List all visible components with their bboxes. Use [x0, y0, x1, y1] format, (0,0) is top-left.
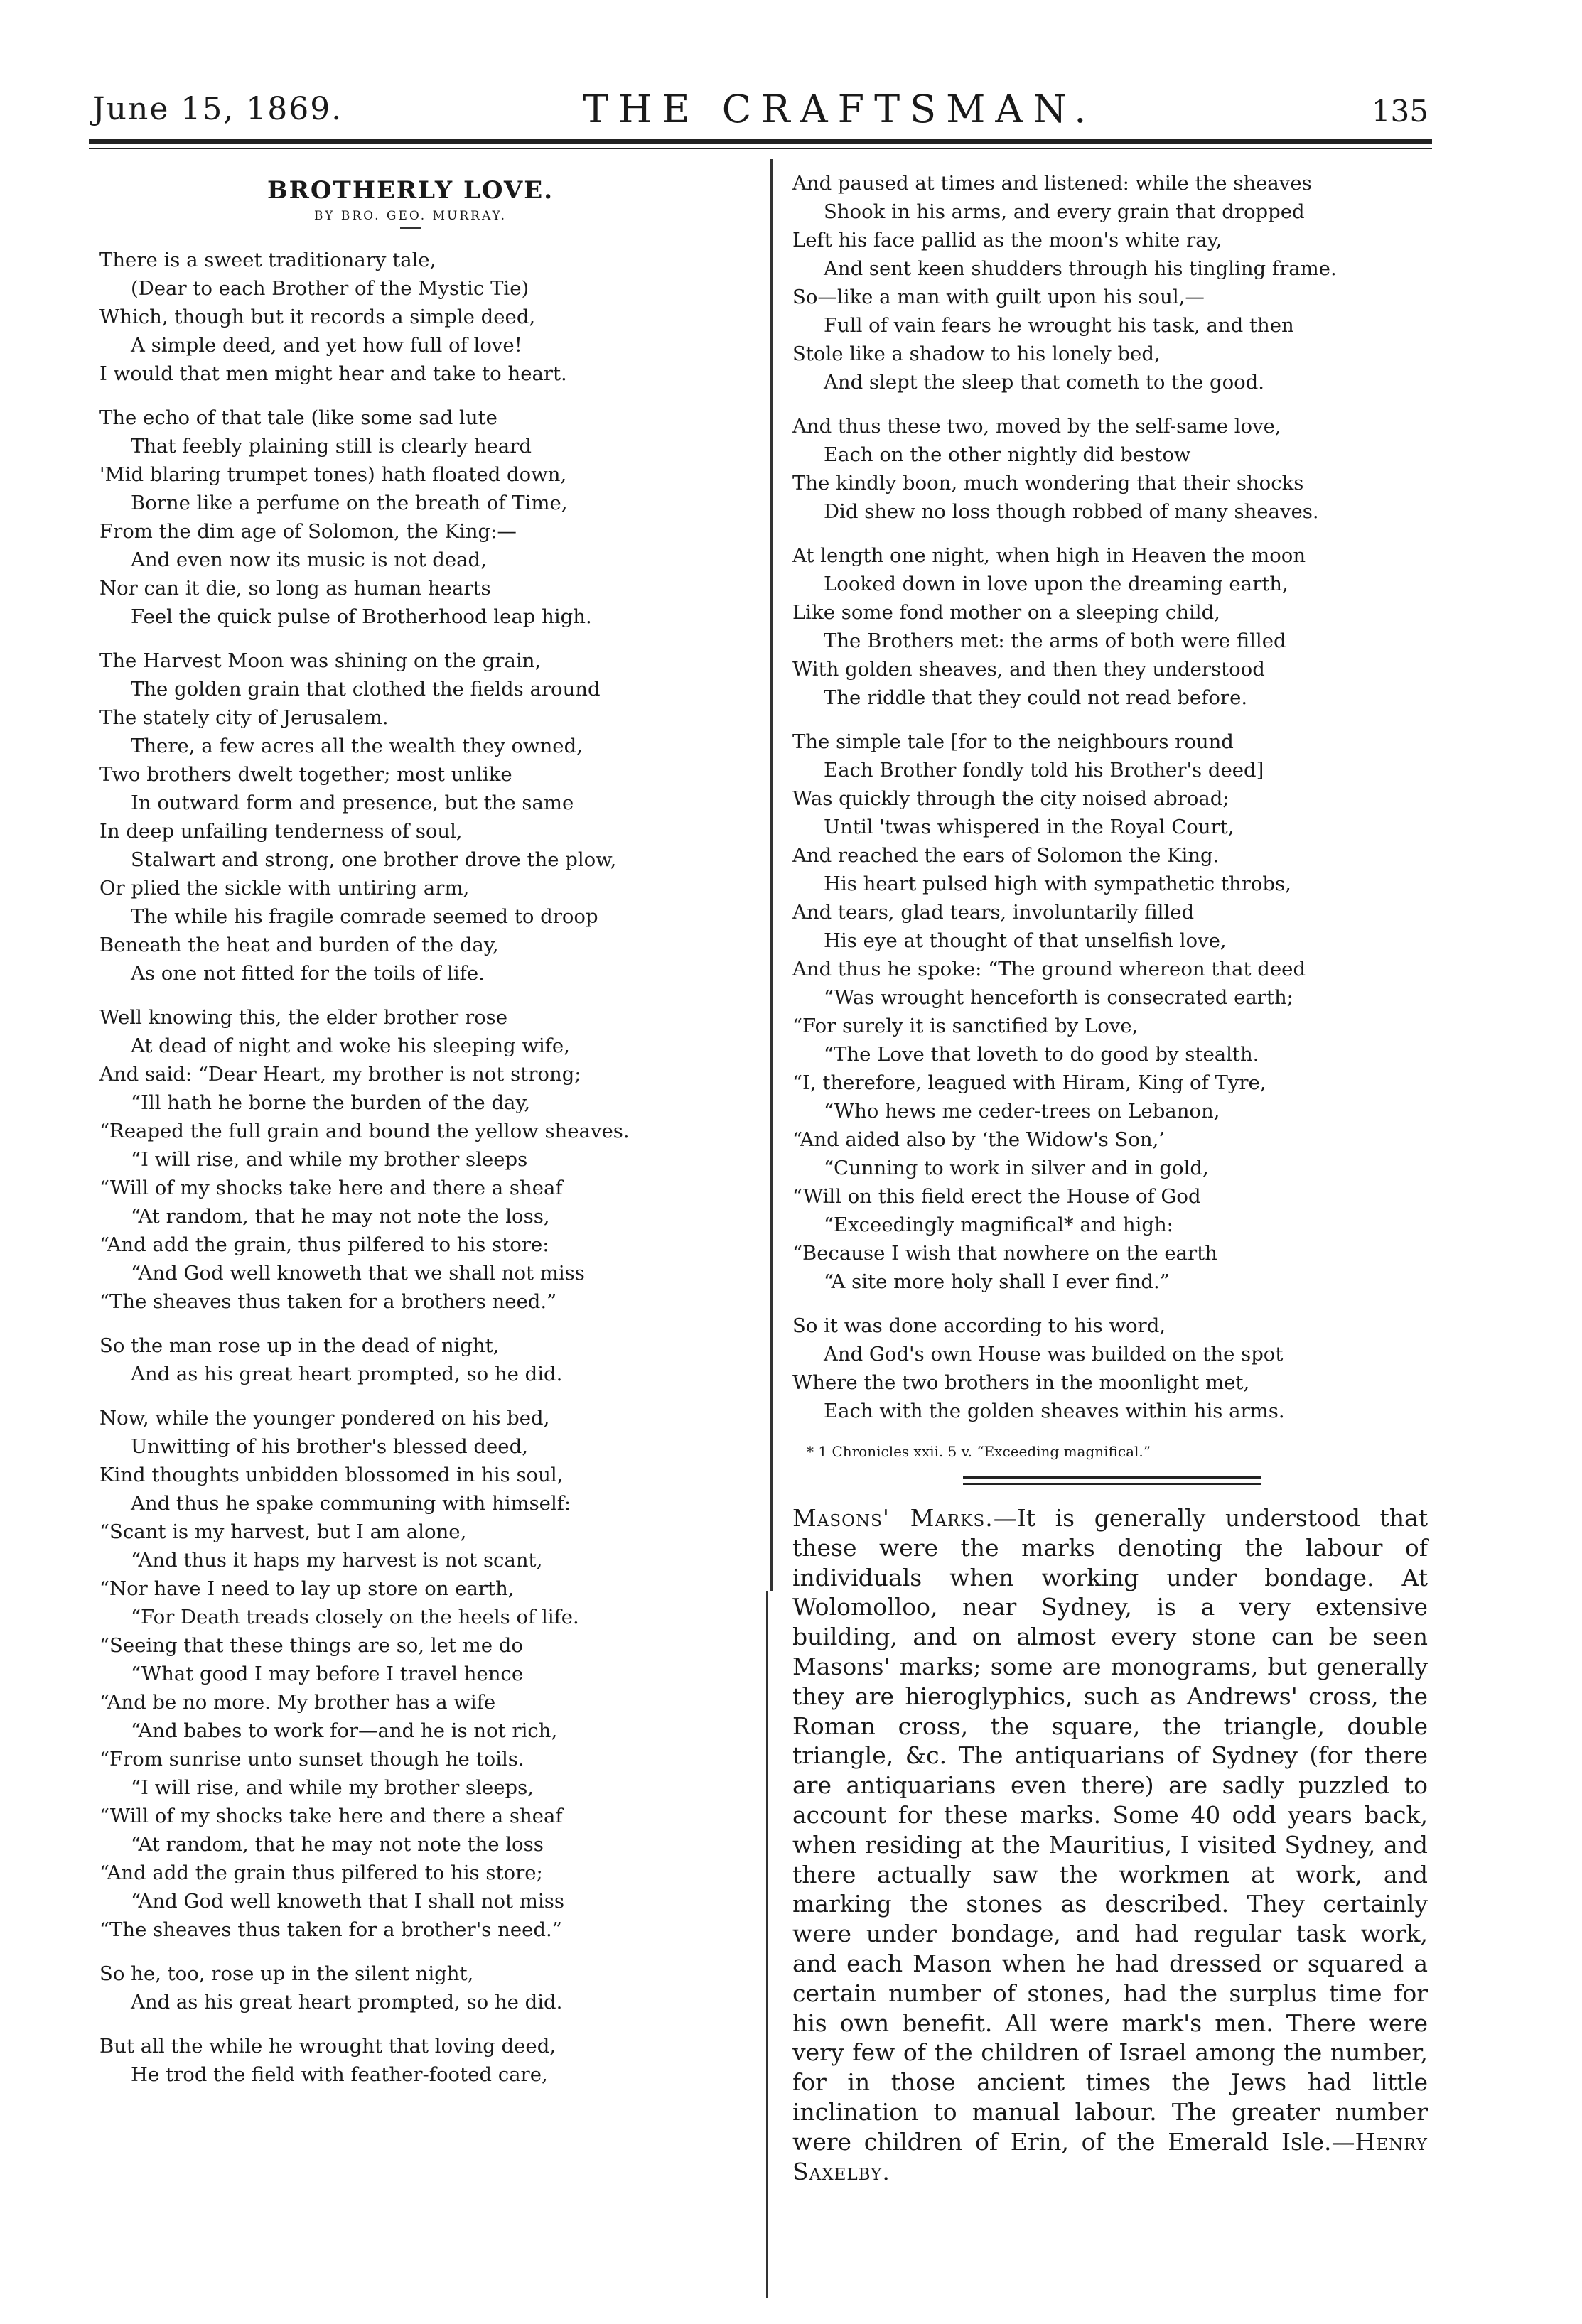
issue-date: June 15, 1869. — [92, 91, 343, 127]
masons-marks-article — [792, 1503, 1432, 2186]
poem-line: The stately city of Jerusalem. — [99, 706, 389, 729]
poem-line: He trod the field with feather-footed care, — [131, 2063, 548, 2086]
page-number: 135 — [1371, 94, 1428, 129]
poem-line: There is a sweet traditionary tale, — [99, 249, 436, 271]
poem-line: And even now its music is not dead, — [131, 548, 487, 571]
poem-line: “Reaped the full grain and bound the yellow sheaves. — [99, 1120, 630, 1142]
poem-line: Did shew no loss though robbed of many sheaves. — [824, 500, 1319, 523]
poem-line: “Will of my shocks take here and there a sheaf — [99, 1805, 563, 1827]
poem-line: Each with the golden sheaves within his arms. — [824, 1400, 1285, 1422]
poem-line: The kindly boon, much wondering that their shocks — [792, 472, 1304, 494]
poem-line: 'Mid blaring trumpet tones) hath floated down, — [99, 463, 567, 486]
poem-line: “And babes to work for—and he is not rich, — [131, 1719, 558, 1742]
poem-line: Borne like a perfume on the breath of Time, — [131, 492, 568, 514]
poem-stanza — [792, 412, 1432, 526]
poem-title: BROTHERLY LOVE. — [267, 176, 554, 205]
poem-line: “The sheaves thus taken for a brothers need.” — [99, 1290, 557, 1313]
poem-stanza — [99, 404, 721, 631]
poem-line: As one not fitted for the toils of life. — [131, 962, 485, 985]
poem-line: Stole like a shadow to his lonely bed, — [792, 342, 1161, 365]
poem-line: In deep unfailing tenderness of soul, — [99, 820, 463, 843]
poem-line: “And God well knoweth that I shall not miss — [131, 1890, 564, 1913]
left-column — [99, 169, 721, 2293]
poem-stanza — [792, 728, 1432, 1296]
poem-line: And as his great heart prompted, so he did. — [131, 1363, 563, 1385]
poem-line: “Nor have I need to lay up store on earth, — [99, 1577, 515, 1600]
poem-line: At dead of night and woke his sleeping wife, — [131, 1034, 570, 1057]
poem-line: A simple deed, and yet how full of love! — [131, 334, 522, 357]
poem-line: “Scant is my harvest, but I am alone, — [99, 1520, 467, 1543]
poem-line: I would that men might hear and take to heart. — [99, 362, 567, 385]
poem-stanza — [99, 1960, 721, 2016]
poem-line: So he, too, rose up in the silent night, — [99, 1962, 474, 1985]
poem-line: “At random, that he may not note the loss — [131, 1833, 544, 1856]
header-rule-thin — [89, 148, 1432, 149]
poem-line: Each on the other nightly did bestow — [824, 443, 1191, 466]
poem-line: And tears, glad tears, involuntarily filled — [792, 901, 1195, 924]
poem-line: Well knowing this, the elder brother rose — [99, 1006, 508, 1029]
poem-line: Left his face pallid as the moon's white ray, — [792, 229, 1222, 252]
title-rule — [400, 227, 421, 229]
poem-line: “And add the grain thus pilfered to his store; — [99, 1861, 543, 1884]
poem-line: “From sunrise unto sunset though he toils. — [99, 1748, 524, 1771]
poem-line: Nor can it die, so long as human hearts — [99, 577, 491, 600]
poem-line: Two brothers dwelt together; most unlike — [99, 763, 512, 786]
poem-line: That feebly plaining still is clearly heard — [131, 435, 532, 458]
poem-line: And God's own House was builded on the spot — [824, 1343, 1284, 1366]
poem-line: Each Brother fondly told his Brother's deed] — [824, 759, 1264, 782]
poem-line: “Will on this field erect the House of God — [792, 1185, 1201, 1208]
poem-line: “Because I wish that nowhere on the earth — [792, 1242, 1217, 1265]
section-divider — [963, 1476, 1261, 1485]
poem-body-left — [99, 246, 721, 2089]
poem-line: So it was done according to his word, — [792, 1314, 1166, 1337]
poem-line: So—like a man with guilt upon his soul,— — [792, 286, 1205, 308]
poem-line: And as his great heart prompted, so he did. — [131, 1991, 563, 2014]
poem-body-right — [792, 169, 1432, 1425]
poem-line: The golden grain that clothed the fields around — [131, 678, 601, 701]
poem-line: The while his fragile comrade seemed to droop — [131, 905, 598, 928]
poem-line: “I will rise, and while my brother sleeps — [131, 1148, 528, 1171]
poem-line: (Dear to each Brother of the Mystic Tie) — [131, 277, 529, 300]
header-rule — [89, 139, 1432, 144]
column-divider-lower — [766, 1591, 768, 2298]
poem-line: Looked down in love upon the dreaming earth, — [824, 573, 1288, 595]
poem-line: Feel the quick pulse of Brotherhood leap high. — [131, 605, 592, 628]
poem-line: “The Love that loveth to do good by stealth. — [824, 1043, 1259, 1066]
poem-line: “And be no more. My brother has a wife — [99, 1691, 496, 1714]
poem-line: “I will rise, and while my brother sleeps, — [131, 1776, 534, 1799]
poem-stanza — [792, 169, 1432, 396]
poem-line: “A site more holy shall I ever find.” — [824, 1270, 1170, 1293]
poem-line: At length one night, when high in Heaven the moon — [792, 544, 1306, 567]
masthead: THE CRAFTSMAN. — [583, 87, 1097, 131]
poem-line: “For Death treads closely on the heels of life. — [131, 1606, 579, 1628]
poem-line: With golden sheaves, and then they understood — [792, 658, 1265, 681]
poem-stanza — [99, 2032, 721, 2089]
poem-line: The Harvest Moon was shining on the grain, — [99, 649, 542, 672]
poem-stanza — [99, 1003, 721, 1316]
poem-line: In outward form and presence, but the same — [131, 791, 574, 814]
poem-line: Full of vain fears he wrought his task, and then — [824, 314, 1294, 337]
poem-stanza — [792, 1312, 1432, 1425]
poem-line: “The sheaves thus taken for a brother's need.” — [99, 1918, 562, 1941]
poem-line: Kind thoughts unbidden blossomed in his soul, — [99, 1464, 564, 1486]
poem-line: And said: “Dear Heart, my brother is not strong; — [99, 1063, 581, 1086]
poem-line: “At random, that he may not note the loss, — [131, 1205, 550, 1228]
poem-line: “And add the grain, thus pilfered to his store: — [99, 1233, 549, 1256]
poem-line: And paused at times and listened: while the sheaves — [792, 172, 1312, 195]
poem-line: “Seeing that these things are so, let me do — [99, 1634, 523, 1657]
page-header — [92, 84, 1428, 134]
poem-line: His heart pulsed high with sympathetic throbs, — [824, 872, 1291, 895]
poem-line: And sent keen shudders through his tingling frame. — [824, 257, 1337, 280]
poem-line: Was quickly through the city noised abroad; — [792, 787, 1229, 810]
poem-line: “Will of my shocks take here and there a sheaf — [99, 1177, 563, 1199]
poem-line: And reached the ears of Solomon the King. — [792, 844, 1220, 867]
poem-line: Until 'twas whispered in the Royal Court, — [824, 816, 1234, 838]
poem-line: “Ill hath he borne the burden of the day, — [131, 1091, 531, 1114]
poem-line: From the dim age of Solomon, the King:— — [99, 520, 517, 543]
poem-line: Which, though but it records a simple deed, — [99, 306, 536, 328]
poem-line: “Exceedingly magnifical* and high: — [824, 1214, 1173, 1236]
poem-line: His eye at thought of that unselfish love, — [824, 929, 1227, 952]
poem-line: Like some fond mother on a sleeping child, — [792, 601, 1220, 624]
article-heading: Masons' Marks. — [792, 1504, 994, 1532]
poem-line: So the man rose up in the dead of night, — [99, 1334, 500, 1357]
poem-line: The echo of that tale (like some sad lute — [99, 406, 497, 429]
poem-line: “Was wrought henceforth is consecrated earth; — [824, 986, 1293, 1009]
poem-line: But all the while he wrought that loving deed, — [99, 2035, 556, 2058]
poem-line: The riddle that they could not read before. — [824, 686, 1248, 709]
column-divider — [770, 159, 773, 1591]
poem-line: And thus these two, moved by the self-same love, — [792, 415, 1281, 438]
poem-line: “And God well knoweth that we shall not miss — [131, 1262, 585, 1285]
article-author: Henry Saxelby. — [792, 2127, 1428, 2185]
poem-line: Unwitting of his brother's blessed deed, — [131, 1435, 528, 1458]
poem-line: “What good I may before I travel hence — [131, 1663, 524, 1685]
poem-stanza — [99, 1331, 721, 1388]
poem-line: “For surely it is sanctified by Love, — [792, 1015, 1139, 1037]
poem-stanza — [792, 541, 1432, 712]
poem-line: “And thus it haps my harvest is not scant, — [131, 1549, 543, 1572]
poem-line: And thus he spake communing with himself: — [131, 1492, 571, 1515]
right-column — [792, 169, 1432, 2293]
poem-byline: BY BRO. GEO. MURRAY. — [314, 209, 507, 223]
poem-stanza — [99, 1404, 721, 1944]
poem-line: Shook in his arms, and every grain that dropped — [824, 200, 1305, 223]
poem-line: Or plied the sickle with untiring arm, — [99, 877, 470, 899]
poem-stanza — [99, 647, 721, 988]
poem-line: “Cunning to work in silver and in gold, — [824, 1157, 1209, 1179]
poem-footnote: * 1 Chronicles xxii. 5 v. “Exceeding magnifical.” — [807, 1443, 1151, 1460]
article-body: —It is generally understood that these were the marks denoting the labour of individuals when working under bondage. At Wolomolloo, near Sydney, is a very extensive building, and on almost every stone can be seen Masons' marks; some are monograms, but generally they are hieroglyphics, such as Andrews' cross, the Roman cross, the square, the triangle, double triangle, &c. The antiquarians of Sydney (for there are antiquarians even there) are sadly puzzled to account for these marks. Some 40 odd years back, when residing at the Mauritius, I visited Sydney, and there actually saw the workmen at work, and marking the stones as described. They certainly were under bondage, and had regular task work, and each Mason when he had dressed or squared a certain number of stones, had the surplus time for his own benefit. All were mark's men. There were very few of the children of Israel among the number, for in those ancient times the Jews had little inclination to manual labour. The greater number were children of Erin, of the Emerald Isle.— — [792, 1504, 1428, 2156]
poem-line: “I, therefore, leagued with Hiram, King of Tyre, — [792, 1071, 1266, 1094]
poem-line: Now, while the younger pondered on his bed, — [99, 1407, 550, 1429]
poem-line: Beneath the heat and burden of the day, — [99, 934, 499, 956]
poem-line: There, a few acres all the wealth they owned, — [131, 735, 583, 757]
poem-line: “And aided also by ‘the Widow's Son,’ — [792, 1128, 1166, 1151]
poem-stanza — [99, 246, 721, 388]
poem-line: The simple tale [for to the neighbours round — [792, 730, 1234, 753]
poem-line: Stalwart and strong, one brother drove the plow, — [131, 848, 617, 871]
poem-line: The Brothers met: the arms of both were filled — [824, 629, 1286, 652]
poem-line: Where the two brothers in the moonlight met, — [792, 1371, 1250, 1394]
poem-line: And slept the sleep that cometh to the good. — [824, 371, 1265, 394]
poem-line: And thus he spoke: “The ground whereon that deed — [792, 958, 1306, 980]
poem-line: “Who hews me ceder-trees on Lebanon, — [824, 1100, 1220, 1123]
